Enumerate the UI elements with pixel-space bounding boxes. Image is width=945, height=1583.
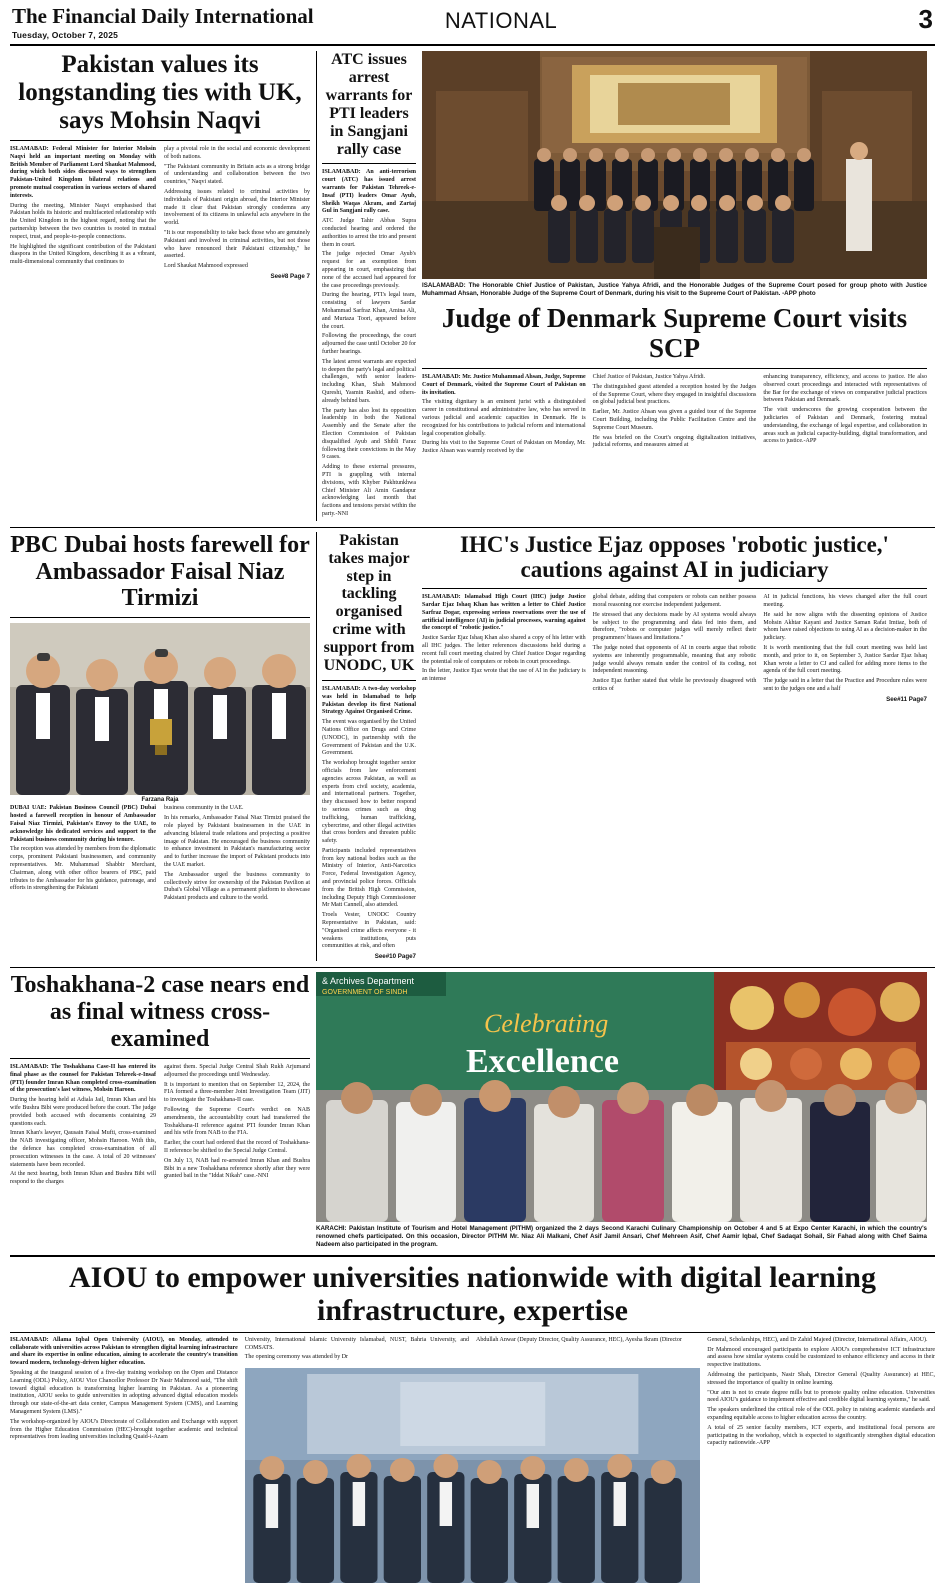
article-atc: [316, 51, 416, 521]
paragraph: Addressing issues related to criminal activities by individuals of Pakistani origin abroad, the Interior Minister made it clear that Pakistan strongly condemns any involvement of its citizens in unlawful acts anywhere in the world.: [164, 188, 310, 227]
paragraph: The judge said in a letter that the Practice and Procedure rules were sent to the judges one and a half: [763, 678, 928, 692]
divider: [10, 1332, 935, 1333]
aiou-center: [245, 1337, 701, 1583]
paragraph: The judge rejected Omar Ayub's request for an exemption from appearing in court, emphasizing that none of the accused had appeared for the case proceedings previously.: [322, 251, 416, 289]
paragraph: Imran Khan's lawyer, Qausain Faisal Mufti, cross-examined the NAB investigating officer, Mohsin Haroon. With this, the defence has completed cross-examination of all prosecution witnesses in the case. A total of 20 witnesses' statements have been recorded.: [10, 1130, 156, 1168]
aiou-col-4: [707, 1337, 935, 1583]
paragraph: Chief Justice of Pakistan, Justice Yahya Afridi.: [592, 373, 706, 380]
divider: [322, 680, 416, 681]
unodc-body: [322, 686, 416, 961]
paragraph: Following the Supreme Court's verdict on NAB amendments, the accountability court had transferred the Toshakhana-II reference against PTI founder Imran Khan and his wife from NAB to the FIA.: [164, 1106, 310, 1137]
paragraph: Following the proceedings, the court adjourned the case until October 20 for further hearings.: [322, 333, 416, 355]
paragraph: Speaking at the inaugural session of a five-day training workshop on the Open and Distance Learning (ODL) Policy, AIOU Vice Chancellor Professor Dr Nasir Mahmood said, "The shift toward digital education is transforming higher learning in Pakistan. As a pioneering institution, AIOU seeks to guide universities in adopting advanced digital education models through our state-of-the-art data center, Campus Management System (CMS), and Learning Management System (LMS).": [10, 1369, 238, 1415]
paragraph: ISLAMABAD: An anti-terrorism court (ATC) has issued arrest warrants for Pakistan Tehreek-e-Insaf (PTI) leaders Omar Ayub, Sheikh Waqas Akram, and Zartaj Gul in Sangjani rally case.: [322, 169, 416, 215]
paragraph: Abdullah Anwar (Deputy Director, Quality Assurance, HEC), Ayesha Ikram (Director: [476, 1336, 682, 1343]
paragraph: ISLAMABAD: A two-day workshop was held in Islamabad to help Pakistan develop its first National Strategy Against Organised Crime.: [322, 685, 416, 716]
paragraph: It is worth mentioning that the full court meeting was held last month, and prior to it, on September 3, Justice Sardar Ejaz Ishaq Khan wrote a letter to CJ and called for adding more items to the agenda of the full court meeting.: [763, 644, 928, 675]
naqvi-headline: Pakistan values its longstanding ties with UK, says Mohsin Naqvi: [18, 51, 302, 134]
pithm-photo-caption: KARACHI: Pakistan Institute of Tourism and Hotel Management (PITHM) organized the 2 days Second Karachi Culinary Championship on October 4 and 5 at Expo Center Karachi, in which the country's renowned chefs participated. On this occasion, Director PITHM Mr. Niaz Ali Malkani, Chef Asif Jamil Ansari, Chef Mehreen Asif, Chef Aamir Iqbal, Chef Sadaqat Sohail, Sir Fahad along with Chef Saima Nadeem also participated in the program.: [316, 1225, 927, 1248]
paragraph: A total of 25 senior faculty members, ICT experts, and institutional focal persons are participating in the workshop, which is expected to significantly strengthen digital education capacity nationwide.-APP: [707, 1424, 935, 1447]
paragraph: Lord Shaukat Mahmood expressed: [164, 263, 248, 270]
toshakhana-col-2: [164, 1064, 310, 1189]
masthead-left: [12, 6, 314, 40]
aiou-headline: AIOU to empower universities nationwide with digital learning infrastructure, expertise: [69, 1260, 876, 1328]
paragraph: "Our aim is not to create degree mills but to promote quality online education. Universities need AIOU's guidance to implement effective and credible digital learning systems," he said.: [707, 1389, 935, 1404]
paragraph: "It is our responsibility to take back those who are genuinely Pakistani and involved in criminal activities, but not those who have renounced their Pakistani citizenship," he asserted.: [164, 229, 310, 260]
section-title: NATIONAL: [444, 8, 558, 33]
divider: [10, 140, 310, 141]
divider: [10, 617, 310, 618]
page-number: 3: [918, 4, 933, 34]
ihc-col-1: [422, 594, 586, 704]
paragraph: ISLAMABAD: Mr. Justice Muhammad Ahsan, Judge, Supreme Court of Denmark, visited the Supreme Court of Pakistan on its invitation.: [422, 373, 586, 396]
pbc-photo: [10, 623, 310, 795]
paragraph: During the hearing, PTI's legal team, consisting of lawyers Sardar Mohammad Sarfraz Khan, Amina Ali, and Murtaza Toori, appeared before the court.: [322, 292, 416, 330]
paragraph: He was briefed on the Court's ongoing digitalization initiatives, judicial reforms, and measures aimed at: [592, 434, 757, 449]
aiou-col-3: [476, 1337, 700, 1364]
mid-area: [10, 532, 935, 962]
toshakhana-col-1: [10, 1064, 156, 1189]
paragraph: He said he now aligns with the dissenting opinions of Justice Mohsin Akhtar Kayani and Justice Saman Rafat Imtiaz, both of whom have raised objections to using AI as a decision-maker in the judiciary.: [763, 611, 928, 642]
unodc-headline: Pakistan takes major step in tackling organised crime with support from UNODC, UK: [323, 531, 415, 675]
aiou-col-2: [245, 1337, 469, 1364]
paragraph: business community in the UAE.: [164, 805, 244, 812]
paragraph: On July 13, NAB had re-arrested Imran Khan and Bushra Bibi in a new Toshakhana reference shortly after they were granted bail in the "Iddat Nikah" case.-NNI: [164, 1157, 310, 1180]
paragraph: Troels Vester, UNODC Country Representative in Pakistan, said: "Organised crime affects everyone - it weakens institutions, puts communities at risk, and often: [322, 912, 416, 950]
paragraph: Addressing the participants, Nasir Shah, Director General (Quality Assurance) at HEC, stressed the importance of quality in online learning.: [707, 1371, 935, 1386]
svg-text:Celebrating: Celebrating: [484, 1009, 609, 1039]
divider: [422, 588, 927, 589]
aiou-col-1: [10, 1337, 238, 1583]
paragraph: global debate, adding that computers or robots can neither possess moral reasoning nor exercise independent judgement.: [592, 594, 757, 608]
paragraph: The visiting dignitary is an eminent jurist with a distinguished career in constitutional and administrative law, who has served in various judicial and academic capacities in Denmark. He is recognized for his contributions to judicial reform and international legal cooperation globally.: [422, 399, 586, 437]
paragraph: AI in judicial functions, his views changed after the full court meeting.: [763, 594, 928, 608]
article-naqvi: [10, 51, 310, 521]
article-ihc: [422, 532, 927, 962]
paragraph: The opening ceremony was attended by Dr: [244, 1354, 349, 1361]
svg-text:Excellence: Excellence: [466, 1043, 619, 1081]
pbc-col-2: [164, 805, 310, 905]
paragraph: The workshop-organized by AIOU's Directorate of Collaboration and Exchange with support from the Higher Education Commission (HEC)-brought together academic and technical representatives from leading universities including Quaid-i-Azam: [10, 1418, 238, 1441]
aiou-center-text: [245, 1337, 701, 1364]
naqvi-jumpline[interactable]: See#8 Page 7: [270, 272, 310, 280]
pithm-photo: [316, 972, 927, 1222]
ihc-headline: IHC's Justice Ejaz opposes 'robotic justice,' cautions against AI in judiciary: [460, 531, 889, 583]
article-pbc: [10, 532, 310, 962]
paragraph: He stressed that any decisions made by AI systems would always be subject to the programming and data fed into them, and therefore, "robots or computer judges will merely reflect their programmers' biases and limitations.": [592, 611, 757, 642]
ihc-col-3: [763, 594, 927, 704]
paragraph: It is important to mention that on September 12, 2024, the FIA formed a three-member Joint Investigation Team (JIT) to investigate the Toshakhana-II case.: [164, 1081, 310, 1104]
paragraph: The judge noted that opponents of AI in courts argue that robotic systems are inherently programmable, meaning that any robotic judge would always remain under the control of its coding, not independent reasoning.: [592, 644, 757, 675]
paragraph: The party has also lost its opposition leadership in both the National Assembly and the Senate after the Election Commission of Pakistan disqualified Ayub and Shibli Faraz following their convictions in the May 9 cases.: [322, 407, 416, 461]
denmark-columns: [422, 374, 927, 458]
aiou-columns: [10, 1337, 935, 1583]
article-unodc: [316, 532, 416, 962]
denmark-col-2: [593, 374, 757, 458]
paragraph: Earlier, Mr. Justice Ahsan was given a guided tour of the Supreme Court Building, including the Public Facilitation Centre and the Supreme Court Museum.: [592, 409, 757, 431]
paragraph: During the hearing held at Adiala Jail, Imran Khan and his wife Bushra Bibi were produced before the court. The judge provided both accused with documents containing 29 questions each.: [10, 1097, 156, 1127]
paragraph: Adding to these external pressures, PTI is grappling with internal divisions, with Khyber Pakhtunkhwa Chief Minister Ali Amin Gandapur acknowledging last month that factions and tensions persist within the party.-NNI: [322, 464, 416, 517]
paragraph: Dr Mahmood encouraged participants to explore AIOU's comprehensive ICT infrastructure and assess how similar systems could be customized to enhance efficiency and access in their respective institutions.: [707, 1346, 935, 1369]
newspaper-title: The Financial Daily International: [12, 4, 314, 28]
paragraph: ATC Judge Tahir Abbas Supra conducted hearing and ordered the authorities to arrest the trio and present them in court.: [322, 218, 416, 248]
scp-group-photo: [422, 51, 927, 279]
paragraph: Earlier, the court had ordered that the record of Toshakhana-II reference be shifted to the Special Judge Central.: [164, 1140, 310, 1154]
svg-text:GOVERNMENT OF SINDH: GOVERNMENT OF SINDH: [322, 989, 408, 997]
article-aiou: [10, 1255, 935, 1583]
article-denmark: [422, 51, 927, 521]
atc-body: [322, 169, 416, 518]
paragraph: General, Scholarships, HEC), and Dr Zahid Majeed (Director, International Affairs, AIOU).: [707, 1336, 928, 1343]
unodc-jumpline[interactable]: See#10 Page7: [374, 953, 416, 961]
ihc-jumpline[interactable]: See#11 Page7: [886, 695, 928, 703]
masthead: [10, 0, 935, 46]
paragraph: ISLAMABAD: Islamabad High Court (IHC) judge Justice Sardar Ejaz Ishaq Khan has written a letter to Chief Justice Sarfraz Dogar, expressing serious reservations over the use of artificial intelligence (AI) in judicial processes, warning against the concept of "robotic justice.": [422, 594, 586, 632]
article-toshakhana: [10, 972, 310, 1248]
paragraph: play a pivotal role in the social and economic development of both nations.: [164, 146, 310, 160]
naqvi-columns: [10, 146, 310, 281]
paragraph: During his visit to the Supreme Court of Pakistan on Monday, Mr. Justice Ahsan was warmly received by the: [422, 440, 586, 455]
top-area: [10, 51, 935, 521]
paragraph: He highlighted the significant contribution of the Pakistani diaspora in the United Kingdom, describing it as a vibrant, multi-dimensional community that continues to: [10, 243, 156, 266]
divider: [322, 163, 416, 164]
paragraph: DUBAI UAE: Pakistan Business Council (PBC) Dubai hosted a farewell reception in honour of Ambassador Faisal Niaz Tirmizi, Pakistan's Envoy to the UAE, to acknowledge his dedicated services and support to the Pakistani business community during his tenure.: [10, 805, 156, 843]
paragraph: The reception was attended by members from the diplomatic corps, prominent Pakistani businessmen, and community representatives. Mr. Muhammad Shabbir Merchant, Chairman, along with other office bearers of PBC, paid tributes to the Ambassador for his guidance, patronage, and efforts in strengthening the Pakistani: [10, 846, 156, 892]
publication-date: Tuesday, October 7, 2025: [12, 30, 119, 40]
atc-headline: ATC issues arrest warrants for PTI leaders in Sangjani rally case: [325, 51, 413, 158]
paragraph: Participants included representatives from key national bodies such as the Ministry of Interior, Anti-Narcotics Force, Federal Investigation Agency, and provincial police forces. Officials from the British High Commission, including Deputy High Commissioner Mr Matt Cannell, also attended.: [322, 847, 416, 909]
paragraph: In the letter, Justice Ejaz wrote that the use of AI in the judiciary is an intense: [422, 668, 586, 683]
divider: [10, 527, 935, 528]
divider: [10, 1058, 310, 1059]
paragraph: The distinguished guest attended a reception hosted by the Judges of the Supreme Court, where they engaged in insightful discussions on global judicial best practices.: [592, 383, 757, 406]
denmark-col-1: [422, 374, 586, 458]
paragraph: enhancing transparency, efficiency, and access to justice. He also observed court proceedings and interacted with representatives of the Bar for the exchange of views on comparative judicial practices between Pakistan and Denmark.: [763, 373, 928, 404]
paragraph: against them. Special Judge Central Shah Rukh Arjumand adjourned the proceedings until Wednesday.: [164, 1063, 310, 1078]
svg-text:& Archives Department: & Archives Department: [322, 976, 415, 987]
naqvi-col-1: [10, 146, 156, 281]
paragraph: At the next hearing, both Imran Khan and Bushra Bibi will respond to the charges: [10, 1171, 156, 1186]
pbc-col-1: [10, 805, 156, 905]
paragraph: The visit underscores the growing cooperation between the judiciaries of Pakistan and Denmark, fostering mutual understanding, the exchange of legal expertise, and collaboration in areas such as judicial capacity-building, digital transformation, and access to justice.-APP: [763, 407, 928, 445]
paragraph: The latest arrest warrants are expected to deepen the party's legal and political challenges, with senior leaders-including Khan, Shah Mahmood Qureshi, Yasmin Rashid, and others-already behind bars.: [322, 358, 416, 404]
paragraph: ISLAMABAD: Allama Iqbal Open University (AIOU), on Monday, attended to collaborate with universities across Pakistan to strengthen digital learning infrastructure and share its expertise in online education, aiming to accelerate the country's transition toward modern, technology-driven higher education.: [10, 1336, 238, 1367]
toshakhana-columns: [10, 1064, 310, 1189]
paragraph: ISLAMABAD: The Toshakhana Case-II has entered its final phase as the counsel for Pakistan Tehreek-e-Insaf (PTI) founder Imran Khan completed cross-examination of the prosecution's last witness, Mohsin Haroon.: [10, 1063, 156, 1094]
paragraph: "The Pakistani community in Britain acts as a strong bridge of understanding and collaboration between the two countries," Naqvi stated.: [164, 163, 310, 186]
pbc-photo-credit: Farzana Raja: [141, 797, 179, 804]
paragraph: University, International Islamic University Islamabad, NUST, Bahria University, and COMSATS.: [244, 1336, 469, 1351]
divider: [422, 368, 927, 369]
paragraph: The workshop brought together senior officials from law enforcement agencies across Pakistan, as well as experts from civil society, academia, and international partners. Together, they discussed how to better respond to serious crimes such as drug trafficking, human trafficking, cybercrime, and other illegal activities that cross borders and threaten public safety.: [322, 760, 416, 845]
paragraph: Justice Ejaz further stated that while he previously disagreed with critics of: [592, 678, 757, 692]
paragraph: The speakers underlined the critical role of the ODL policy in raising academic standards and expanding equitable access to higher education across the country.: [707, 1407, 935, 1421]
divider: [10, 967, 935, 968]
denmark-headline: Judge of Denmark Supreme Court visits SCP: [441, 302, 908, 363]
denmark-col-3: [763, 374, 927, 458]
toshakhana-headline: Toshakhana-2 case nears end as final witness cross-examined: [10, 972, 310, 1053]
paragraph: The Ambassador urged the business community to collectively strive for ownership of the Pakistan Pavilion at Dubai's Global Village as a permanent platform to showcase Pakistani products and culture to the world.: [164, 871, 310, 902]
naqvi-col-2: [164, 146, 310, 281]
ihc-columns: [422, 594, 927, 704]
paragraph: In his remarks, Ambassador Faisal Niaz Tirmizi praised the role played by Pakistani businessmen in the UAE in advancing bilateral trade relations and projecting a positive image of Pakistan. He encouraged the business community to enhance investment in Pakistan's manufacturing sector and to further increase the import of Pakistani products into the UAE market.: [164, 815, 310, 868]
paragraph: ISLAMABAD: Federal Minister for Interior Mohsin Naqvi held an important meeting on Monday with British Member of Parliament Lord Shaukat Mahmood, during which both sides discussed ways to strengthen Pakistan-United Kingdom bilateral relations and promote mutual cooperation in various sectors of shared interests.: [10, 146, 156, 199]
denmark-photo-caption: ISALAMABAD: The Honorable Chief Justice of Pakistan, Justice Yahya Afridi, and the Honorable Judges of the Supreme Court posed for group photo with Justice Muhammad Ahsan, Honorable Judge of the Supreme Court of Denmark, during his visit to the Supreme Court of Pakistan. -APP photo: [422, 282, 927, 297]
paragraph: The event was organised by the United Nations Office on Drugs and Crime (UNODC), in partnership with the Government of Pakistan and the U.K. Government.: [322, 719, 416, 757]
pbc-columns: [10, 805, 310, 905]
aiou-photo: [245, 1368, 701, 1583]
paragraph: Justice Sardar Ejaz Ishaq Khan also shared a copy of his letter with all IHC judges. The letter references discussions held during a recent full court meeting chaired by Chief Justice Dogar regarding the potential role of computers or robots in court proceedings.: [422, 635, 586, 665]
paragraph: During the meeting, Minister Naqvi emphasised that Pakistan holds its historic and multifaceted relationship with the United Kingdom in the highest regard, noting that the partnership between the two countries is rooted in mutual respect, trust, and people-to-people connections.: [10, 202, 156, 240]
ihc-col-2: [593, 594, 757, 704]
pbc-headline: PBC Dubai hosts farewell for Ambassador Faisal Niaz Tirmizi: [10, 531, 310, 612]
article-pithm: [316, 972, 927, 1248]
lower-area: [10, 972, 935, 1248]
